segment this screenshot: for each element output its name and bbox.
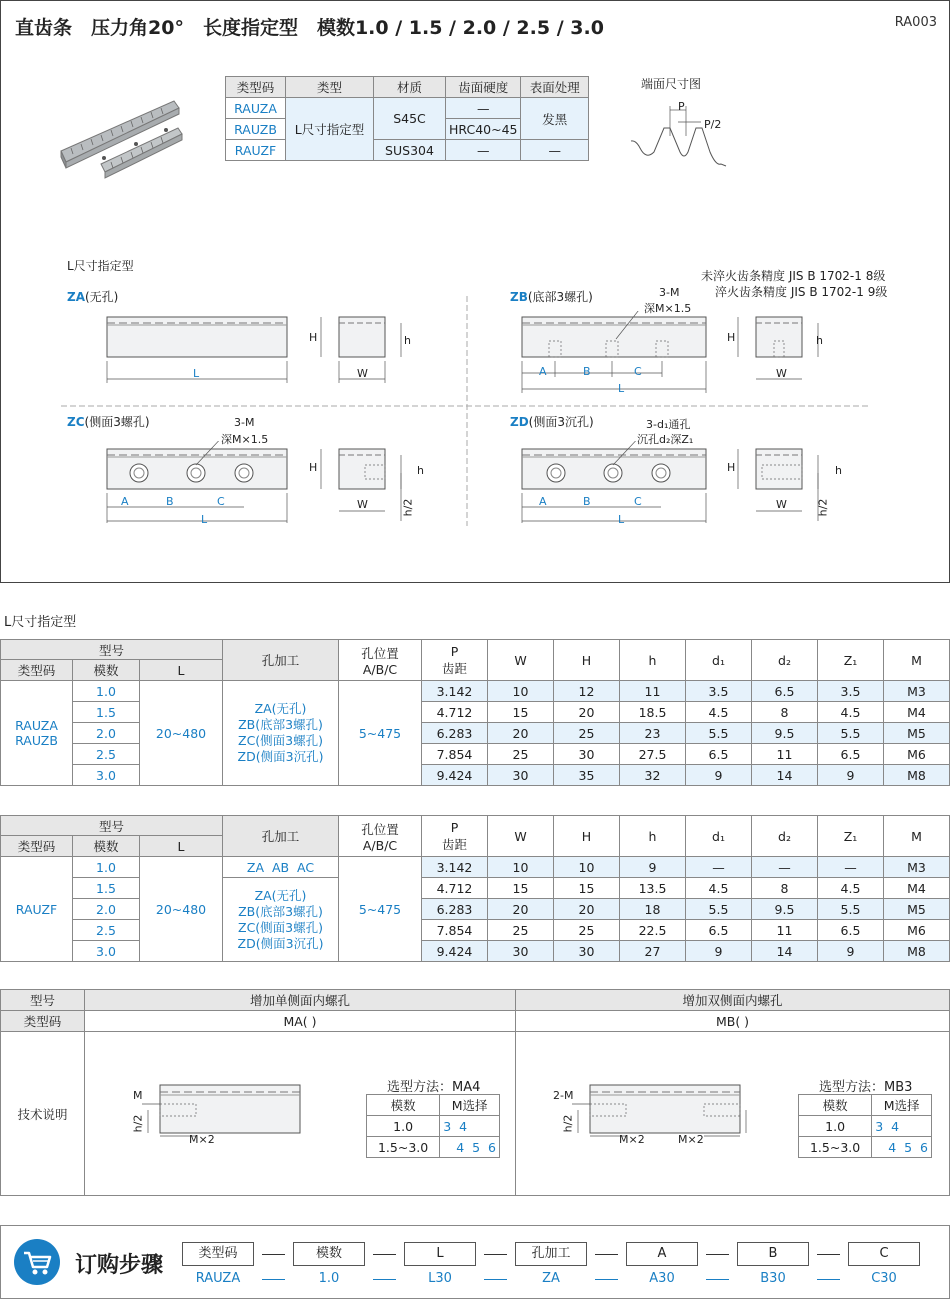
spec1-pos: 5~475 bbox=[339, 681, 422, 786]
spec1-th-p: P 齿距 bbox=[422, 640, 488, 681]
spec1-r5-w: 30 bbox=[488, 765, 554, 786]
spec2-r4-d2: 11 bbox=[752, 920, 818, 941]
zc-dim-h-upper: H bbox=[309, 461, 318, 474]
spec2-r1-hl: 9 bbox=[620, 857, 686, 878]
material-s45c: S45C bbox=[374, 98, 446, 140]
top-panel bbox=[0, 0, 950, 583]
spec1-module-1: 1.0 bbox=[73, 681, 140, 702]
spec1-r4-hu: 30 bbox=[554, 744, 620, 765]
spec2-r4-hl: 22.5 bbox=[620, 920, 686, 941]
mb-r2-m: 4 5 6 bbox=[872, 1137, 932, 1158]
spec2-r1-hu: 10 bbox=[554, 857, 620, 878]
spec1-l-range: 20~480 bbox=[140, 681, 223, 786]
spec2-r1-w: 10 bbox=[488, 857, 554, 878]
spec2-pos: 5~475 bbox=[339, 857, 422, 962]
spec1-r5-hu: 35 bbox=[554, 765, 620, 786]
ma-label-h2: h/2 bbox=[131, 1114, 145, 1133]
spec1-r3-d2: 9.5 bbox=[752, 723, 818, 744]
spec1-r3-hl: 23 bbox=[620, 723, 686, 744]
spec2-th-p: P 齿距 bbox=[422, 816, 488, 857]
za-drawing bbox=[101, 311, 421, 391]
spec2-th-z1: Z₁ bbox=[818, 816, 884, 857]
spec1-r3-p: 6.283 bbox=[422, 723, 488, 744]
spec2-th-hole: 孔加工 bbox=[223, 816, 339, 857]
order-connector bbox=[706, 1254, 729, 1255]
spec2-holes-2: ZA(无孔) ZB(底部3螺孔) ZC(侧面3螺孔) ZD(侧面3沉孔) bbox=[223, 878, 339, 962]
spec2-r2-m: M4 bbox=[884, 878, 950, 899]
spec2-r1-d2: — bbox=[752, 857, 818, 878]
spec1-th-model: 型号 bbox=[1, 640, 223, 660]
spec2-th-l: L bbox=[140, 836, 223, 857]
zc-drawing bbox=[101, 441, 431, 531]
spec2-r3-z1: 5.5 bbox=[818, 899, 884, 920]
zd-dim-h-upper: H bbox=[727, 461, 736, 474]
spec2-r2-d2: 8 bbox=[752, 878, 818, 899]
spec2-r5-w: 30 bbox=[488, 941, 554, 962]
spec2-th-h-upper: H bbox=[554, 816, 620, 857]
zc-dim-w: W bbox=[357, 498, 368, 511]
order-step-label-3: L bbox=[404, 1242, 476, 1266]
spec2-r3-w: 20 bbox=[488, 899, 554, 920]
spec2-module-2: 1.5 bbox=[73, 878, 140, 899]
spec2-th-d2: d₂ bbox=[752, 816, 818, 857]
spec1-module-3: 2.0 bbox=[73, 723, 140, 744]
zd-dim-c: C bbox=[634, 495, 642, 508]
zc-dim-a: A bbox=[121, 495, 129, 508]
spec2-r5-d1: 9 bbox=[686, 941, 752, 962]
spec2-r2-p: 4.712 bbox=[422, 878, 488, 899]
mb-r1-m: 3 4 bbox=[872, 1116, 932, 1137]
zd-dim-h-lower: h bbox=[835, 464, 842, 477]
spec2-th-d1: d₁ bbox=[686, 816, 752, 857]
tooth-profile-label: 端面尺寸图 bbox=[641, 77, 702, 91]
page-title: 直齿条 压力角20° 长度指定型 模数1.0 / 1.5 / 2.0 / 2.5 / 3.0 bbox=[15, 17, 604, 39]
spec2-r5-hl: 27 bbox=[620, 941, 686, 962]
spec1-r5-z1: 9 bbox=[818, 765, 884, 786]
mb-select-title: 选型方法：MB3 bbox=[819, 1080, 913, 1095]
spec2-module-3: 2.0 bbox=[73, 899, 140, 920]
zb-dim-w: W bbox=[776, 367, 787, 380]
spec2-th-module: 模数 bbox=[73, 836, 140, 857]
zd-dim-a: A bbox=[539, 495, 547, 508]
order-step-label-7: C bbox=[848, 1242, 920, 1266]
spec2-r4-m: M6 bbox=[884, 920, 950, 941]
ma-select-title: 选型方法：MA4 bbox=[387, 1080, 481, 1095]
za-dim-l: L bbox=[193, 367, 200, 380]
zc-note-1: 3-M bbox=[234, 416, 255, 429]
ma-select-table bbox=[366, 1094, 500, 1158]
type-code-rauzb: RAUZB bbox=[226, 119, 286, 140]
th-type: 类型 bbox=[286, 77, 374, 98]
order-connector-value bbox=[595, 1279, 618, 1280]
precision-note-2: 淬火齿条精度 JIS B 1702-1 9级 bbox=[715, 285, 888, 299]
order-step-value-7: C30 bbox=[871, 1271, 897, 1286]
spec2-r5-p: 9.424 bbox=[422, 941, 488, 962]
options-th-ma-title: 增加单侧面内螺孔 bbox=[85, 990, 516, 1011]
ma-r1-m: 3 4 bbox=[440, 1116, 500, 1137]
spec2-r3-d1: 5.5 bbox=[686, 899, 752, 920]
th-type-code: 类型码 bbox=[226, 77, 286, 98]
spec1-th-module: 模数 bbox=[73, 660, 140, 681]
type-table bbox=[225, 76, 589, 161]
spec2-r1-p: 3.142 bbox=[422, 857, 488, 878]
spec1-r1-z1: 3.5 bbox=[818, 681, 884, 702]
spec1-r2-w: 15 bbox=[488, 702, 554, 723]
spec1-r2-d2: 8 bbox=[752, 702, 818, 723]
spec2-r3-hl: 18 bbox=[620, 899, 686, 920]
ma-label-mx2: M×2 bbox=[189, 1133, 215, 1146]
spec2-r1-z1: — bbox=[818, 857, 884, 878]
surface-2: — bbox=[521, 140, 589, 161]
spec2-r3-m: M5 bbox=[884, 899, 950, 920]
spec-table-2 bbox=[0, 815, 950, 962]
order-step-value-5: A30 bbox=[649, 1271, 675, 1286]
precision-note-1: 未淬火齿条精度 JIS B 1702-1 8级 bbox=[701, 269, 886, 283]
zb-drawing bbox=[516, 311, 846, 401]
order-step-label-6: B bbox=[737, 1242, 809, 1266]
zb-dim-b: B bbox=[583, 365, 591, 378]
tooth-p2-label: P/2 bbox=[704, 118, 722, 131]
spec1-r1-hl: 11 bbox=[620, 681, 686, 702]
spec1-th-h-upper: H bbox=[554, 640, 620, 681]
spec2-r4-p: 7.854 bbox=[422, 920, 488, 941]
mb-th-module: 模数 bbox=[799, 1095, 872, 1116]
order-step-value-3: L30 bbox=[428, 1271, 452, 1286]
spec2-r3-d2: 9.5 bbox=[752, 899, 818, 920]
zc-dim-l: L bbox=[201, 513, 208, 526]
order-title: 订购步骤 bbox=[75, 1253, 164, 1278]
spec1-r4-m: M6 bbox=[884, 744, 950, 765]
options-th-type: 类型码 bbox=[1, 1011, 85, 1032]
spec1-holes: ZA(无孔) ZB(底部3螺孔) ZC(侧面3螺孔) ZD(侧面3沉孔) bbox=[223, 681, 339, 786]
order-connector-value bbox=[262, 1279, 285, 1280]
spec1-r5-d2: 14 bbox=[752, 765, 818, 786]
mb-r1-module: 1.0 bbox=[799, 1116, 872, 1137]
spec2-th-h-lower: h bbox=[620, 816, 686, 857]
zd-note-2: 沉孔d₂深Z₁ bbox=[637, 433, 694, 446]
order-step-label-1: 类型码 bbox=[182, 1242, 254, 1266]
spec1-r4-w: 25 bbox=[488, 744, 554, 765]
spec1-th-w: W bbox=[488, 640, 554, 681]
spec2-r4-w: 25 bbox=[488, 920, 554, 941]
spec2-r5-z1: 9 bbox=[818, 941, 884, 962]
type-value: L尺寸指定型 bbox=[286, 98, 374, 161]
spec2-type-code: RAUZF bbox=[1, 857, 73, 962]
spec2-l-range: 20~480 bbox=[140, 857, 223, 962]
th-material: 材质 bbox=[374, 77, 446, 98]
spec2-th-model: 型号 bbox=[1, 816, 223, 836]
spec2-th-type-code: 类型码 bbox=[1, 836, 73, 857]
zd-dim-l: L bbox=[618, 513, 625, 526]
spec2-r2-hu: 15 bbox=[554, 878, 620, 899]
spec1-type-codes: RAUZA RAUZB bbox=[1, 681, 73, 786]
cart-icon bbox=[14, 1239, 60, 1285]
spec1-th-d2: d₂ bbox=[752, 640, 818, 681]
th-hardness: 齿面硬度 bbox=[446, 77, 521, 98]
options-th-mb-title: 增加双侧面内螺孔 bbox=[516, 990, 950, 1011]
order-connector-value bbox=[706, 1279, 729, 1280]
mb-label-mx2-a: M×2 bbox=[619, 1133, 645, 1146]
tooth-p-label: P bbox=[678, 100, 685, 113]
zb-dim-c: C bbox=[634, 365, 642, 378]
za-label: ZA(无孔) bbox=[67, 290, 119, 304]
za-dim-h-upper: H bbox=[309, 331, 318, 344]
spec1-r2-hl: 18.5 bbox=[620, 702, 686, 723]
spec1-r1-d1: 3.5 bbox=[686, 681, 752, 702]
hardness-2: HRC40~45 bbox=[446, 119, 521, 140]
order-connector bbox=[595, 1254, 618, 1255]
zd-dim-b: B bbox=[583, 495, 591, 508]
spec1-r4-p: 7.854 bbox=[422, 744, 488, 765]
ma-r2-module: 1.5~3.0 bbox=[367, 1137, 440, 1158]
spec1-th-hole: 孔加工 bbox=[223, 640, 339, 681]
spec2-module-4: 2.5 bbox=[73, 920, 140, 941]
material-sus304: SUS304 bbox=[374, 140, 446, 161]
zb-note-2: 深M×1.5 bbox=[644, 302, 692, 315]
hardness-3: — bbox=[446, 140, 521, 161]
order-connector bbox=[262, 1254, 285, 1255]
spec1-r4-hl: 27.5 bbox=[620, 744, 686, 765]
ma-r2-m: 4 5 6 bbox=[440, 1137, 500, 1158]
zd-dim-h2: h/2 bbox=[816, 498, 830, 517]
type-code-rauzf: RAUZF bbox=[226, 140, 286, 161]
order-connector-value bbox=[484, 1279, 507, 1280]
drawings-section-title: L尺寸指定型 bbox=[67, 259, 134, 273]
mb-th-m: M选择 bbox=[872, 1095, 932, 1116]
spec1-th-type-code: 类型码 bbox=[1, 660, 73, 681]
zc-dim-b: B bbox=[166, 495, 174, 508]
th-surface: 表面处理 bbox=[521, 77, 589, 98]
mb-label-m: 2-M bbox=[553, 1089, 574, 1102]
zb-label: ZB(底部3螺孔) bbox=[510, 290, 593, 304]
zb-note-1: 3-M bbox=[659, 286, 680, 299]
spec1-module-5: 3.0 bbox=[73, 765, 140, 786]
spec2-r2-w: 15 bbox=[488, 878, 554, 899]
spec1-r5-d1: 9 bbox=[686, 765, 752, 786]
zb-dim-a: A bbox=[539, 365, 547, 378]
order-step-label-5: A bbox=[626, 1242, 698, 1266]
page-code: RA003 bbox=[894, 15, 937, 30]
ma-drawing bbox=[140, 1080, 310, 1140]
ma-label-m: M bbox=[133, 1089, 143, 1102]
za-dim-h-lower: h bbox=[404, 334, 411, 347]
zc-dim-h2: h/2 bbox=[401, 498, 415, 517]
spec2-th-w: W bbox=[488, 816, 554, 857]
spec1-r1-m: M3 bbox=[884, 681, 950, 702]
spec1-r5-m: M8 bbox=[884, 765, 950, 786]
order-connector bbox=[373, 1254, 396, 1255]
spec1-r1-p: 3.142 bbox=[422, 681, 488, 702]
spec1-r5-p: 9.424 bbox=[422, 765, 488, 786]
spec2-r1-m: M3 bbox=[884, 857, 950, 878]
spec1-r2-d1: 4.5 bbox=[686, 702, 752, 723]
spec1-r3-m: M5 bbox=[884, 723, 950, 744]
zb-dim-h-lower: h bbox=[816, 334, 823, 347]
spec2-r5-d2: 14 bbox=[752, 941, 818, 962]
zd-note-1: 3-d₁通孔 bbox=[646, 418, 691, 431]
mb-drawing bbox=[570, 1080, 760, 1140]
spec2-r3-p: 6.283 bbox=[422, 899, 488, 920]
order-step-label-2: 模数 bbox=[293, 1242, 365, 1266]
order-connector bbox=[817, 1254, 840, 1255]
spec2-r5-m: M8 bbox=[884, 941, 950, 962]
order-connector bbox=[484, 1254, 507, 1255]
spec1-module-4: 2.5 bbox=[73, 744, 140, 765]
order-connector-value bbox=[817, 1279, 840, 1280]
options-mb-code: MB( ) bbox=[516, 1011, 950, 1032]
options-ma-code: MA( ) bbox=[85, 1011, 516, 1032]
surface-1: 发黑 bbox=[521, 98, 589, 140]
spec1-r2-hu: 20 bbox=[554, 702, 620, 723]
spec2-r1-d1: — bbox=[686, 857, 752, 878]
spec2-r2-hl: 13.5 bbox=[620, 878, 686, 899]
hardness-1: — bbox=[446, 98, 521, 119]
spec1-r3-d1: 5.5 bbox=[686, 723, 752, 744]
ma-th-module: 模数 bbox=[367, 1095, 440, 1116]
ma-th-m: M选择 bbox=[440, 1095, 500, 1116]
order-step-value-4: ZA bbox=[542, 1271, 560, 1286]
spec-table-1 bbox=[0, 639, 950, 786]
spec1-r1-hu: 12 bbox=[554, 681, 620, 702]
spec1-r1-w: 10 bbox=[488, 681, 554, 702]
zc-dim-h-lower: h bbox=[417, 464, 424, 477]
zd-drawing bbox=[516, 441, 846, 531]
spec1-r4-z1: 6.5 bbox=[818, 744, 884, 765]
spec1-r5-hl: 32 bbox=[620, 765, 686, 786]
spec2-r5-hu: 30 bbox=[554, 941, 620, 962]
spec1-r1-d2: 6.5 bbox=[752, 681, 818, 702]
spec1-r3-z1: 5.5 bbox=[818, 723, 884, 744]
spec2-module-1: 1.0 bbox=[73, 857, 140, 878]
zb-dim-l: L bbox=[618, 382, 625, 395]
spec1-r4-d2: 11 bbox=[752, 744, 818, 765]
spec2-th-m: M bbox=[884, 816, 950, 857]
order-step-label-4: 孔加工 bbox=[515, 1242, 587, 1266]
spec1-th-pos: 孔位置 A/B/C bbox=[339, 640, 422, 681]
zc-dim-c: C bbox=[217, 495, 225, 508]
spec1-r3-hu: 25 bbox=[554, 723, 620, 744]
spec1-th-l: L bbox=[140, 660, 223, 681]
zd-dim-w: W bbox=[776, 498, 787, 511]
ma-r1-module: 1.0 bbox=[367, 1116, 440, 1137]
order-connector-value bbox=[373, 1279, 396, 1280]
spec1-th-d1: d₁ bbox=[686, 640, 752, 681]
spec1-r2-p: 4.712 bbox=[422, 702, 488, 723]
order-step-value-6: B30 bbox=[760, 1271, 786, 1286]
spec2-module-5: 3.0 bbox=[73, 941, 140, 962]
spec1-th-h-lower: h bbox=[620, 640, 686, 681]
spec1-r3-w: 20 bbox=[488, 723, 554, 744]
spec1-r2-m: M4 bbox=[884, 702, 950, 723]
zb-dim-h-upper: H bbox=[727, 331, 736, 344]
spec1-r2-z1: 4.5 bbox=[818, 702, 884, 723]
mb-label-h2: h/2 bbox=[561, 1114, 575, 1133]
spec2-r2-z1: 4.5 bbox=[818, 878, 884, 899]
mb-label-mx2-b: M×2 bbox=[678, 1133, 704, 1146]
mb-select-table bbox=[798, 1094, 932, 1158]
spec2-r2-d1: 4.5 bbox=[686, 878, 752, 899]
spec2-r4-d1: 6.5 bbox=[686, 920, 752, 941]
spec2-r4-hu: 25 bbox=[554, 920, 620, 941]
spec2-th-pos: 孔位置 A/B/C bbox=[339, 816, 422, 857]
zc-label: ZC(侧面3螺孔) bbox=[67, 415, 150, 429]
spec2-r4-z1: 6.5 bbox=[818, 920, 884, 941]
type-code-rauza: RAUZA bbox=[226, 98, 286, 119]
spec1-r4-d1: 6.5 bbox=[686, 744, 752, 765]
options-th-model: 型号 bbox=[1, 990, 85, 1011]
spec2-r3-hu: 20 bbox=[554, 899, 620, 920]
product-image bbox=[56, 96, 186, 181]
order-step-value-2: 1.0 bbox=[318, 1271, 340, 1286]
zd-label: ZD(侧面3沉孔) bbox=[510, 415, 594, 429]
za-dim-w: W bbox=[357, 367, 368, 380]
options-tech-label: 技术说明 bbox=[1, 1032, 85, 1196]
zc-note-2: 深M×1.5 bbox=[221, 433, 269, 446]
spec1-th-m: M bbox=[884, 640, 950, 681]
order-step-value-1: RAUZA bbox=[195, 1271, 241, 1286]
spec-section-title: L尺寸指定型 bbox=[4, 615, 77, 630]
spec1-th-z1: Z₁ bbox=[818, 640, 884, 681]
spec2-holes-1: ZA AB AC bbox=[223, 857, 339, 878]
spec1-module-2: 1.5 bbox=[73, 702, 140, 723]
mb-r2-module: 1.5~3.0 bbox=[799, 1137, 872, 1158]
